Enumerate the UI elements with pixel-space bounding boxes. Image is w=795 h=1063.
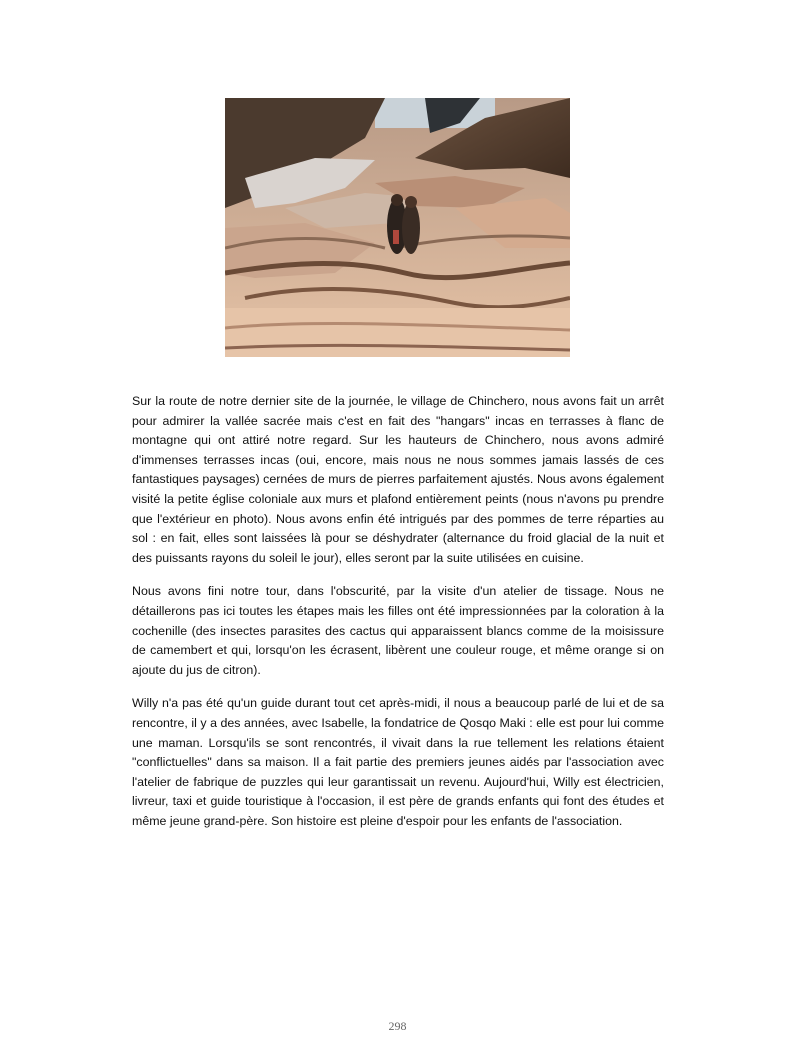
paragraph-2: Nous avons fini notre tour, dans l'obscurité, par la visite d'un atelier de tissage. Nous ne détaillerons pas ici toutes les étapes mais les filles ont été impressionnées par la coloration à la cochenille (des insectes parasites des cactus qui apparaissent blancs comme de la moisissure de camembert et qui, lorsqu'on les écrasent, libèrent une couleur rouge, et même orange si on ajoute du jus de citron). [132,584,664,677]
body-text [132,392,664,845]
paragraph-3: Willy n'a pas été qu'un guide durant tout cet après-midi, il nous a beaucoup parlé de lui et de sa rencontre, il y a des années, avec Isabelle, la fondatrice de Qosqo Maki : elle est pour lui comme une maman. Lorsqu'ils se sont rencontrés, il vivait dans la rue tellement les relations étaient "conflictuelles" dans sa maison. Il a fait partie des premiers jeunes aidés par l'association avec l'atelier de fabrique de puzzles qui leur garantissait un revenu. Aujourd'hui, Willy est électricien, livreur, taxi et guide touristique à l'occasion, il est père de grands enfants qui font des études et même jeune grand-père. Son histoire est pleine d'espoir pour les enfants de l'association. [132,696,664,828]
salt-terraces-photo [225,98,570,357]
salt-terraces-illustration [225,98,570,357]
paragraph-1: Sur la route de notre dernier site de la journée, le village de Chinchero, nous avons fait un arrêt pour admirer la vallée sacrée mais c'est en fait des "hangars" incas en terrasses à flanc de montagne qui ont attiré notre regard. Sur les hauteurs de Chinchero, nous avons admiré d'immenses terrasses incas (oui, encore, mais nous ne nous sommes jamais lassés de ces fantastiques paysages) cernées de murs de pierres parfaitement ajustés. Nous avons également visité la petite église coloniale aux murs et plafond entièrement peints (nous n'avons pu prendre que l'extérieur en photo). Nous avons enfin été intrigués par des pommes de terre réparties au sol : en fait, elles sont laissées là pour se déshydrater (alternance du froid glacial de la nuit et des puissants rayons du soleil le jour), elles seront par la suite utilisées en cuisine. [132,394,664,565]
page-number: 298 [388,1019,407,1033]
